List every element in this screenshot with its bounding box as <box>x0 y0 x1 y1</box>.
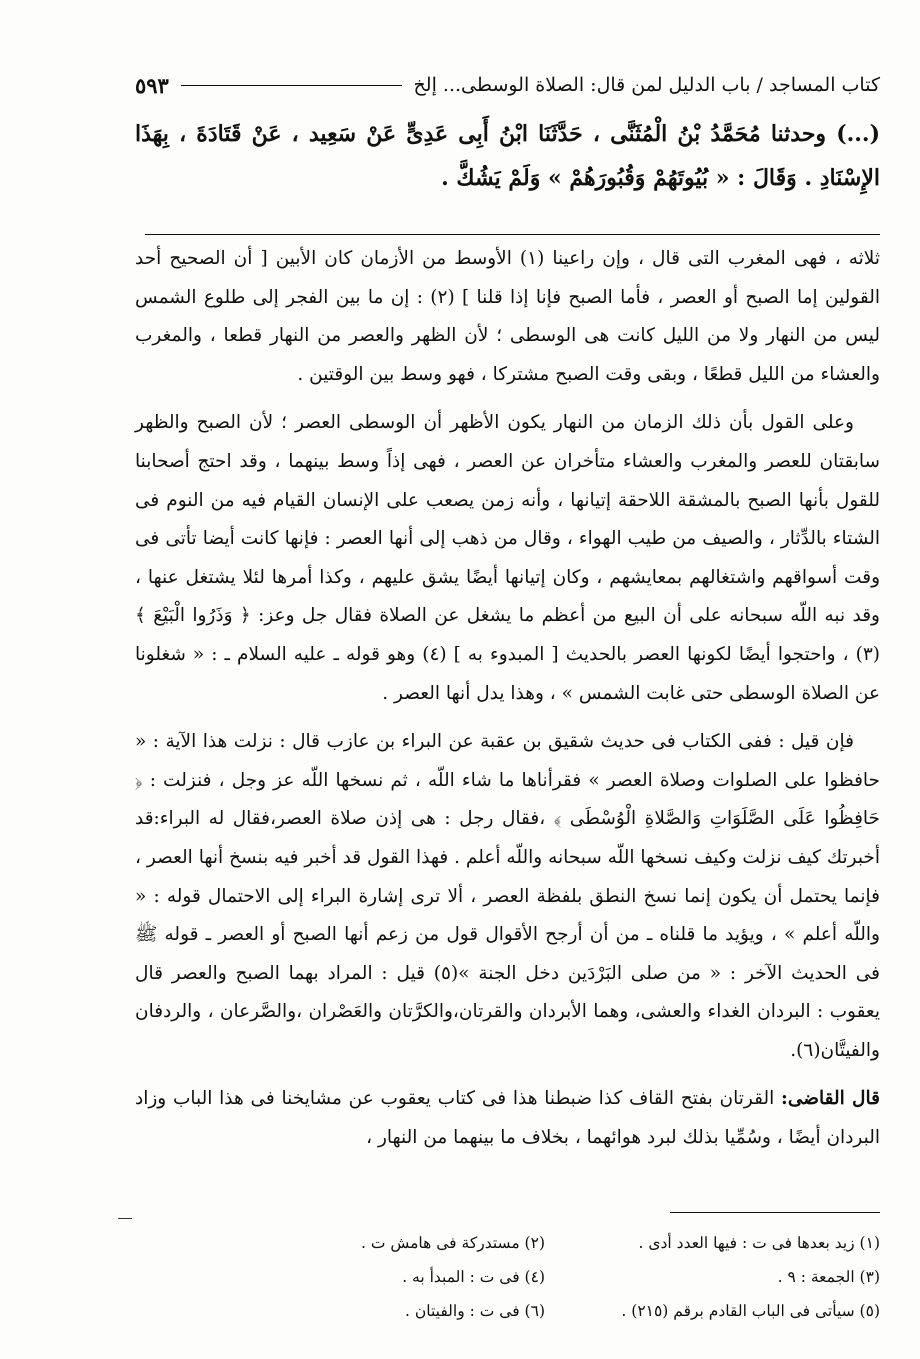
hadith-text: (...) وحدثنا مُحَمَّدُ بْنُ الْمُثَنَّى ، حَدَّثَنَا ابْنُ أَبِى عَدِىٍّ عَنْ سَعِيد ، عَنْ قَتَادَةَ ، بِهَذَا الإِسْنَادِ . وَقَالَ : « بُيُوتَهُمْ وَقُبُورَهُمْ » وَلَمْ يَشُكَّ . <box>135 121 880 191</box>
footnote: (٤) فى ت : المبدأ به . <box>402 1268 545 1286</box>
running-header <box>135 68 880 102</box>
commentary-paragraph <box>135 1080 880 1157</box>
header-rule <box>181 85 402 86</box>
footnotes <box>240 1228 880 1326</box>
footnote-rule <box>670 1212 880 1213</box>
footnote: (٥) سيأتى فى الباب القادم برقم (٢١٥) . <box>621 1302 880 1320</box>
header-title: كتاب المساجد / باب الدليل لمن قال: الصلاة الوسطى... إلخ <box>413 74 880 96</box>
commentary-paragraph-text: القرتان بفتح القاف كذا ضبطنا هذا فى كتاب يعقوب عن مشايخنا فى هذا الباب وزاد البردان أيضًا ، وسُمِّيا بذلك لبرد هوائهما ، بخلاف ما بينهما من النهار ، <box>135 1088 880 1149</box>
margin-mark <box>118 1218 132 1219</box>
commentary-block <box>135 240 880 1168</box>
footnote: (١) زيد بعدها فى ت : فيها العدد أدى . <box>638 1234 880 1252</box>
footnote: (٦) فى ت : والفيتان . <box>405 1302 545 1320</box>
qadi-label: قال القاضى: <box>781 1088 880 1110</box>
commentary-paragraph: وعلى القول بأن ذلك الزمان من النهار يكون الأظهر أن الوسطى العصر ؛ لأن الصبح والظهر سابقتان للعصر والمغرب والعشاء متأخران عن العصر ، فهى إذاً وسط بينهما ، وقد احتج أصحابنا للقول بأنها الصبح بالمشقة اللاحقة إتيانها ، وأنه زمن يصعب على الإنسان القيام فيه من النوم فى الشتاء بالدِّثار ، والصيف من طيب الهواء ، وقال من ذهب إلى أنها العصر : فإنها كانت أيضا تأتى فى وقت أسواقهم واشتغالهم بمعايشهم ، وكان إتيانها أيضًا يشق عليهم ، وكذا أمرها لئلا يشتغل عنها ، وقد نبه اللّه سبحانه على أن البيع من أعظم ما يشغل عن الصلاة فقال جل وعز: ﴿ وَذَرُوا الْبَيْعَ ﴾ (٣) ، واحتجوا أيضًا لكونها العصر بالحديث [ المبدوء به ] (٤) وهو قوله ـ عليه السلام ـ : « شغلونا عن الصلاة الوسطى حتى غابت الشمس » ، وهذا يدل أنها العصر . <box>135 412 880 704</box>
commentary-paragraph: فإن قيل : ففى الكتاب فى حديث شقيق بن عقبة عن البراء بن عازب قال : نزلت هذا الآية : « حافظوا على الصلوات وصلاة العصر » فقرأناها ما شاء اللّه ، ثم نسخها اللّه عز وجل ، فنزلت : ﴿ حَافِظُوا عَلَى الصَّلَوَاتِ وَالصَّلاةِ الْوُسْطَى ﴾ ،فقال رجل : هى إذن صلاة العصر،فقال له البراء:قد أخبرتك كيف نزلت وكيف نسخها اللّه سبحانه واللّه أعلم . فهذا القول قد أخبر فيه بنسخ أنها العصر ، فإنما يحتمل أن يكون إنما نسخ النطق بلفظة العصر ، ألا ترى إشارة البراء إلى الاحتمال قوله : « واللّه أعلم » ، ويؤيد ما قلناه ـ من أن أرجح الأقوال قول من زعم أنها الصبح أو العصر ـ قوله ﷺ فى الحديث الآخر : « من صلى البَرْدَين دخل الجنة »(٥) قيل : المراد بهما الصبح والعصر قال يعقوب : البردان الغداء والعشى، وهما الأبردان والقرتان،والكرَّتان والعَصْران ،والصَّرعان ، والردفان والفيتَّان(٦). <box>135 731 880 1061</box>
text-commentary-divider <box>145 234 880 235</box>
hadith-text-block <box>135 112 880 200</box>
footnote: (٣) الجمعة : ٩ . <box>777 1268 880 1286</box>
footnote: (٢) مستدركة فى هامش ت . <box>361 1234 545 1252</box>
page-number: ٥٩٣ <box>135 72 169 98</box>
commentary-paragraph: ثلاثه ، فهى المغرب التى قال ، وإن راعينا (١) الأوسط من الأزمان كان الأبين [ أن الصحيح أحد القولين إما الصبح أو العصر ، فأما الصبح فإنا إذا قلنا ] (٢) : إن ما بين الفجر إلى طلوع الشمس ليس من النهار ولا من الليل كانت هى الوسطى ؛ لأن الظهر والعصر من النهار قطعا ، والمغرب والعشاء من الليل قطعًا ، وبقى وقت الصبح مشتركا ، فهو وسط بين الوقتين . <box>135 248 880 385</box>
